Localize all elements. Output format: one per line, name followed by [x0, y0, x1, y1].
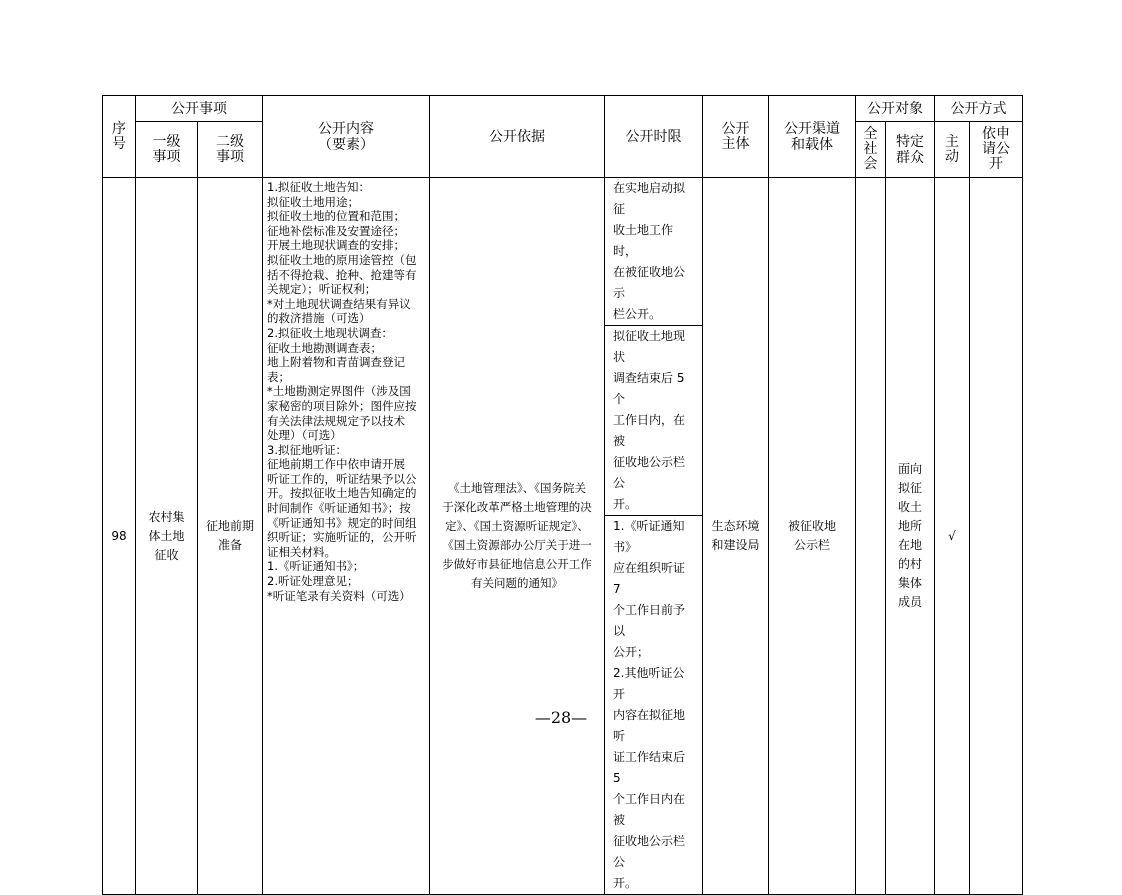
- specific-line: 成员: [897, 595, 922, 609]
- content-line: 《听证通知书》规定的时间组: [267, 515, 417, 530]
- content-line: 征收土地勘测调查表；: [267, 340, 382, 355]
- content-line: 1.拟征收土地告知：: [267, 180, 370, 194]
- row-society: [856, 178, 886, 895]
- time-limit-line: 1.《听证通知书》: [613, 519, 685, 554]
- content-line: 地上附着物和青苗调查登记: [267, 355, 405, 370]
- time-limit-line: 在实地启动拟征: [613, 181, 686, 216]
- header-level2-text: 二级事项: [216, 133, 244, 165]
- header-seq-text: 序号: [112, 120, 126, 152]
- header-active-char: 主: [945, 133, 959, 150]
- row-subject: [703, 178, 769, 895]
- basis-line: 定》、《国土资源听证规定》、: [445, 519, 589, 533]
- header-society-char: 会: [863, 156, 878, 172]
- header-channel-line2: 和载体: [791, 136, 833, 153]
- header-channel: [769, 96, 856, 178]
- specific-line: 地所: [897, 519, 922, 533]
- content-line: 表；: [267, 369, 290, 384]
- header-method: 公开方式: [935, 96, 1023, 122]
- specific-line: 集体: [897, 576, 922, 590]
- header-level1-text: 一级事项: [152, 133, 181, 165]
- header-level2: [198, 122, 263, 178]
- basis-line: 步做好市县征地信息公开工作: [442, 557, 592, 571]
- content-line: 征地前期工作中依申请开展: [267, 457, 405, 472]
- row-level1: [136, 178, 198, 895]
- content-line: *土地勘测定界图件（涉及国: [267, 384, 411, 399]
- row-level1-line: 体土地: [148, 528, 185, 543]
- header-subject-text: 公开主体: [721, 120, 750, 152]
- header-active-char: 动: [945, 148, 959, 165]
- header-apply-line: 请公: [982, 141, 1010, 157]
- header-content: [263, 96, 430, 178]
- header-items: 公开事项: [136, 96, 263, 122]
- specific-line: 收土: [897, 500, 922, 514]
- basis-line: 于深化改革严格土地管理的决: [442, 500, 592, 514]
- content-line: 2.听证处理意见；: [267, 574, 359, 589]
- time-limit-line: 开。: [613, 876, 638, 890]
- header-active: [935, 122, 970, 178]
- content-line: 处理）（可选）: [267, 428, 342, 443]
- content-line: 家秘密的项目除外；图件应按: [267, 398, 417, 413]
- row-level1-line: 征收: [154, 547, 179, 562]
- content-line: *听证笔录有关资料（可选）: [267, 588, 411, 603]
- row-level2-line: 征地前期: [205, 519, 254, 533]
- page-number: —28—: [534, 708, 588, 727]
- time-limit-line: 征收地公示栏公: [613, 834, 686, 869]
- row-subject-line: 生态环境: [711, 519, 760, 533]
- time-limit-line: 个工作日内在被: [613, 792, 686, 827]
- basis-lines: [430, 479, 604, 593]
- row-content: [263, 178, 430, 895]
- time-limit-line: 应在组织听证 7: [613, 561, 686, 596]
- time-limit-line: 调查结束后 5 个: [613, 371, 685, 406]
- content-line: 拟征收土地用途；: [267, 194, 359, 209]
- header-apply-line: 开: [989, 156, 1003, 172]
- basis-line: 《土地管理法》、《国务院关: [448, 481, 586, 495]
- header-society-char: 全: [863, 126, 878, 142]
- basis-line: 有关问题的通知》: [471, 576, 563, 590]
- content-line: 有关法律法规规定予以技术: [267, 413, 405, 428]
- content-line: *对土地现状调查结果有异议: [267, 296, 411, 311]
- disclosure-table: [102, 95, 1023, 895]
- content-line: 证相关材料。: [267, 544, 336, 559]
- row-channel: [769, 178, 856, 895]
- row-specific: [886, 178, 935, 895]
- content-line: 关规定）；听证权利；: [267, 282, 377, 297]
- time-limit-line: 证工作结束后 5: [613, 750, 686, 785]
- header-specific: [886, 122, 935, 178]
- header-seq: [103, 96, 136, 178]
- time-limit-list: [605, 178, 702, 894]
- header-subject: [703, 96, 769, 178]
- row-time-limit: [605, 178, 703, 895]
- time-limit-line: 内容在拟征地听: [613, 708, 686, 743]
- header-channel-line1: 公开渠道: [784, 120, 840, 137]
- time-limit-line: 2.其他听证公开: [613, 666, 685, 701]
- time-limit-line: 征收地公示栏公: [613, 455, 686, 490]
- content-line: 1.《听证通知书》；: [267, 559, 365, 574]
- row-seq: 98: [103, 178, 136, 895]
- row-channel-line: 被征收地: [787, 519, 836, 533]
- content-line: 拟征收土地的原用途管控（包: [267, 252, 417, 267]
- table-row: [103, 178, 1023, 895]
- time-limit-line: 公开；: [613, 645, 650, 659]
- header-specific-line2: 群众: [896, 149, 924, 166]
- content-line: 听证工作的，听证结果予以公: [267, 471, 417, 486]
- time-limit-line: 收土地工作时，: [613, 223, 674, 258]
- time-limit-line: 工作日内，在被: [613, 413, 686, 448]
- content-line: 织听证；实施听证的，公开听: [267, 530, 417, 545]
- header-level1: [136, 122, 198, 178]
- time-limit-line: 开。: [613, 497, 638, 511]
- header-specific-line1: 特定: [896, 133, 924, 150]
- time-limit-line: 栏公开。: [613, 307, 662, 321]
- time-limit-item: [605, 326, 702, 516]
- header-time-limit: 公开时限: [605, 96, 703, 178]
- row-apply: [970, 178, 1023, 895]
- time-limit-line: 个工作日前予以: [613, 603, 686, 638]
- header-target: 公开对象: [856, 96, 935, 122]
- time-limit-item: [605, 516, 702, 895]
- content-line: 开。按拟征收土地告知确定的: [267, 486, 417, 501]
- row-level2-line: 准备: [217, 538, 242, 552]
- header-apply-line: 依申: [982, 126, 1010, 142]
- content-line: 的救济措施（可选）: [267, 311, 371, 326]
- time-limit-line: 在被征收地公示: [613, 265, 686, 300]
- row-basis: [430, 178, 605, 895]
- content-line: 3.拟征地听证：: [267, 442, 347, 457]
- header-society: [856, 122, 886, 178]
- header-content-sub: （要素）: [318, 136, 374, 153]
- specific-lines: [886, 460, 934, 612]
- time-limit-item: [605, 178, 702, 326]
- header-basis: 公开依据: [430, 96, 605, 178]
- content-line: 开展土地现状调查的安排；: [267, 238, 405, 253]
- specific-line: 在地: [897, 538, 922, 552]
- content-line: 拟征收土地的位置和范围；: [267, 209, 405, 224]
- specific-line: 拟征: [897, 481, 922, 495]
- content-line: 征地补偿标准及安置途径；: [267, 223, 405, 238]
- specific-line: 面向: [897, 462, 922, 476]
- basis-line: 《国土资源部办公厅关于进一: [442, 538, 592, 552]
- row-level2: [198, 178, 263, 895]
- content-line: 括不得抢栽、抢种、抢建等有: [267, 267, 417, 282]
- specific-line: 的村: [897, 557, 922, 571]
- row-active-check: √: [935, 178, 970, 895]
- content-lines: [267, 180, 426, 603]
- header-society-char: 社: [863, 141, 878, 157]
- header-content-text: 公开内容: [318, 120, 374, 137]
- time-limit-line: 拟征收土地现状: [613, 329, 686, 364]
- content-line: 时间制作《听证通知书》；按: [267, 501, 411, 516]
- row-subject-line: 和建设局: [711, 538, 760, 552]
- row-level1-line: 农村集: [148, 509, 185, 524]
- header-apply: [970, 122, 1023, 178]
- row-channel-line: 公示栏: [793, 538, 830, 552]
- content-line: 2.拟征收土地现状调查：: [267, 325, 393, 340]
